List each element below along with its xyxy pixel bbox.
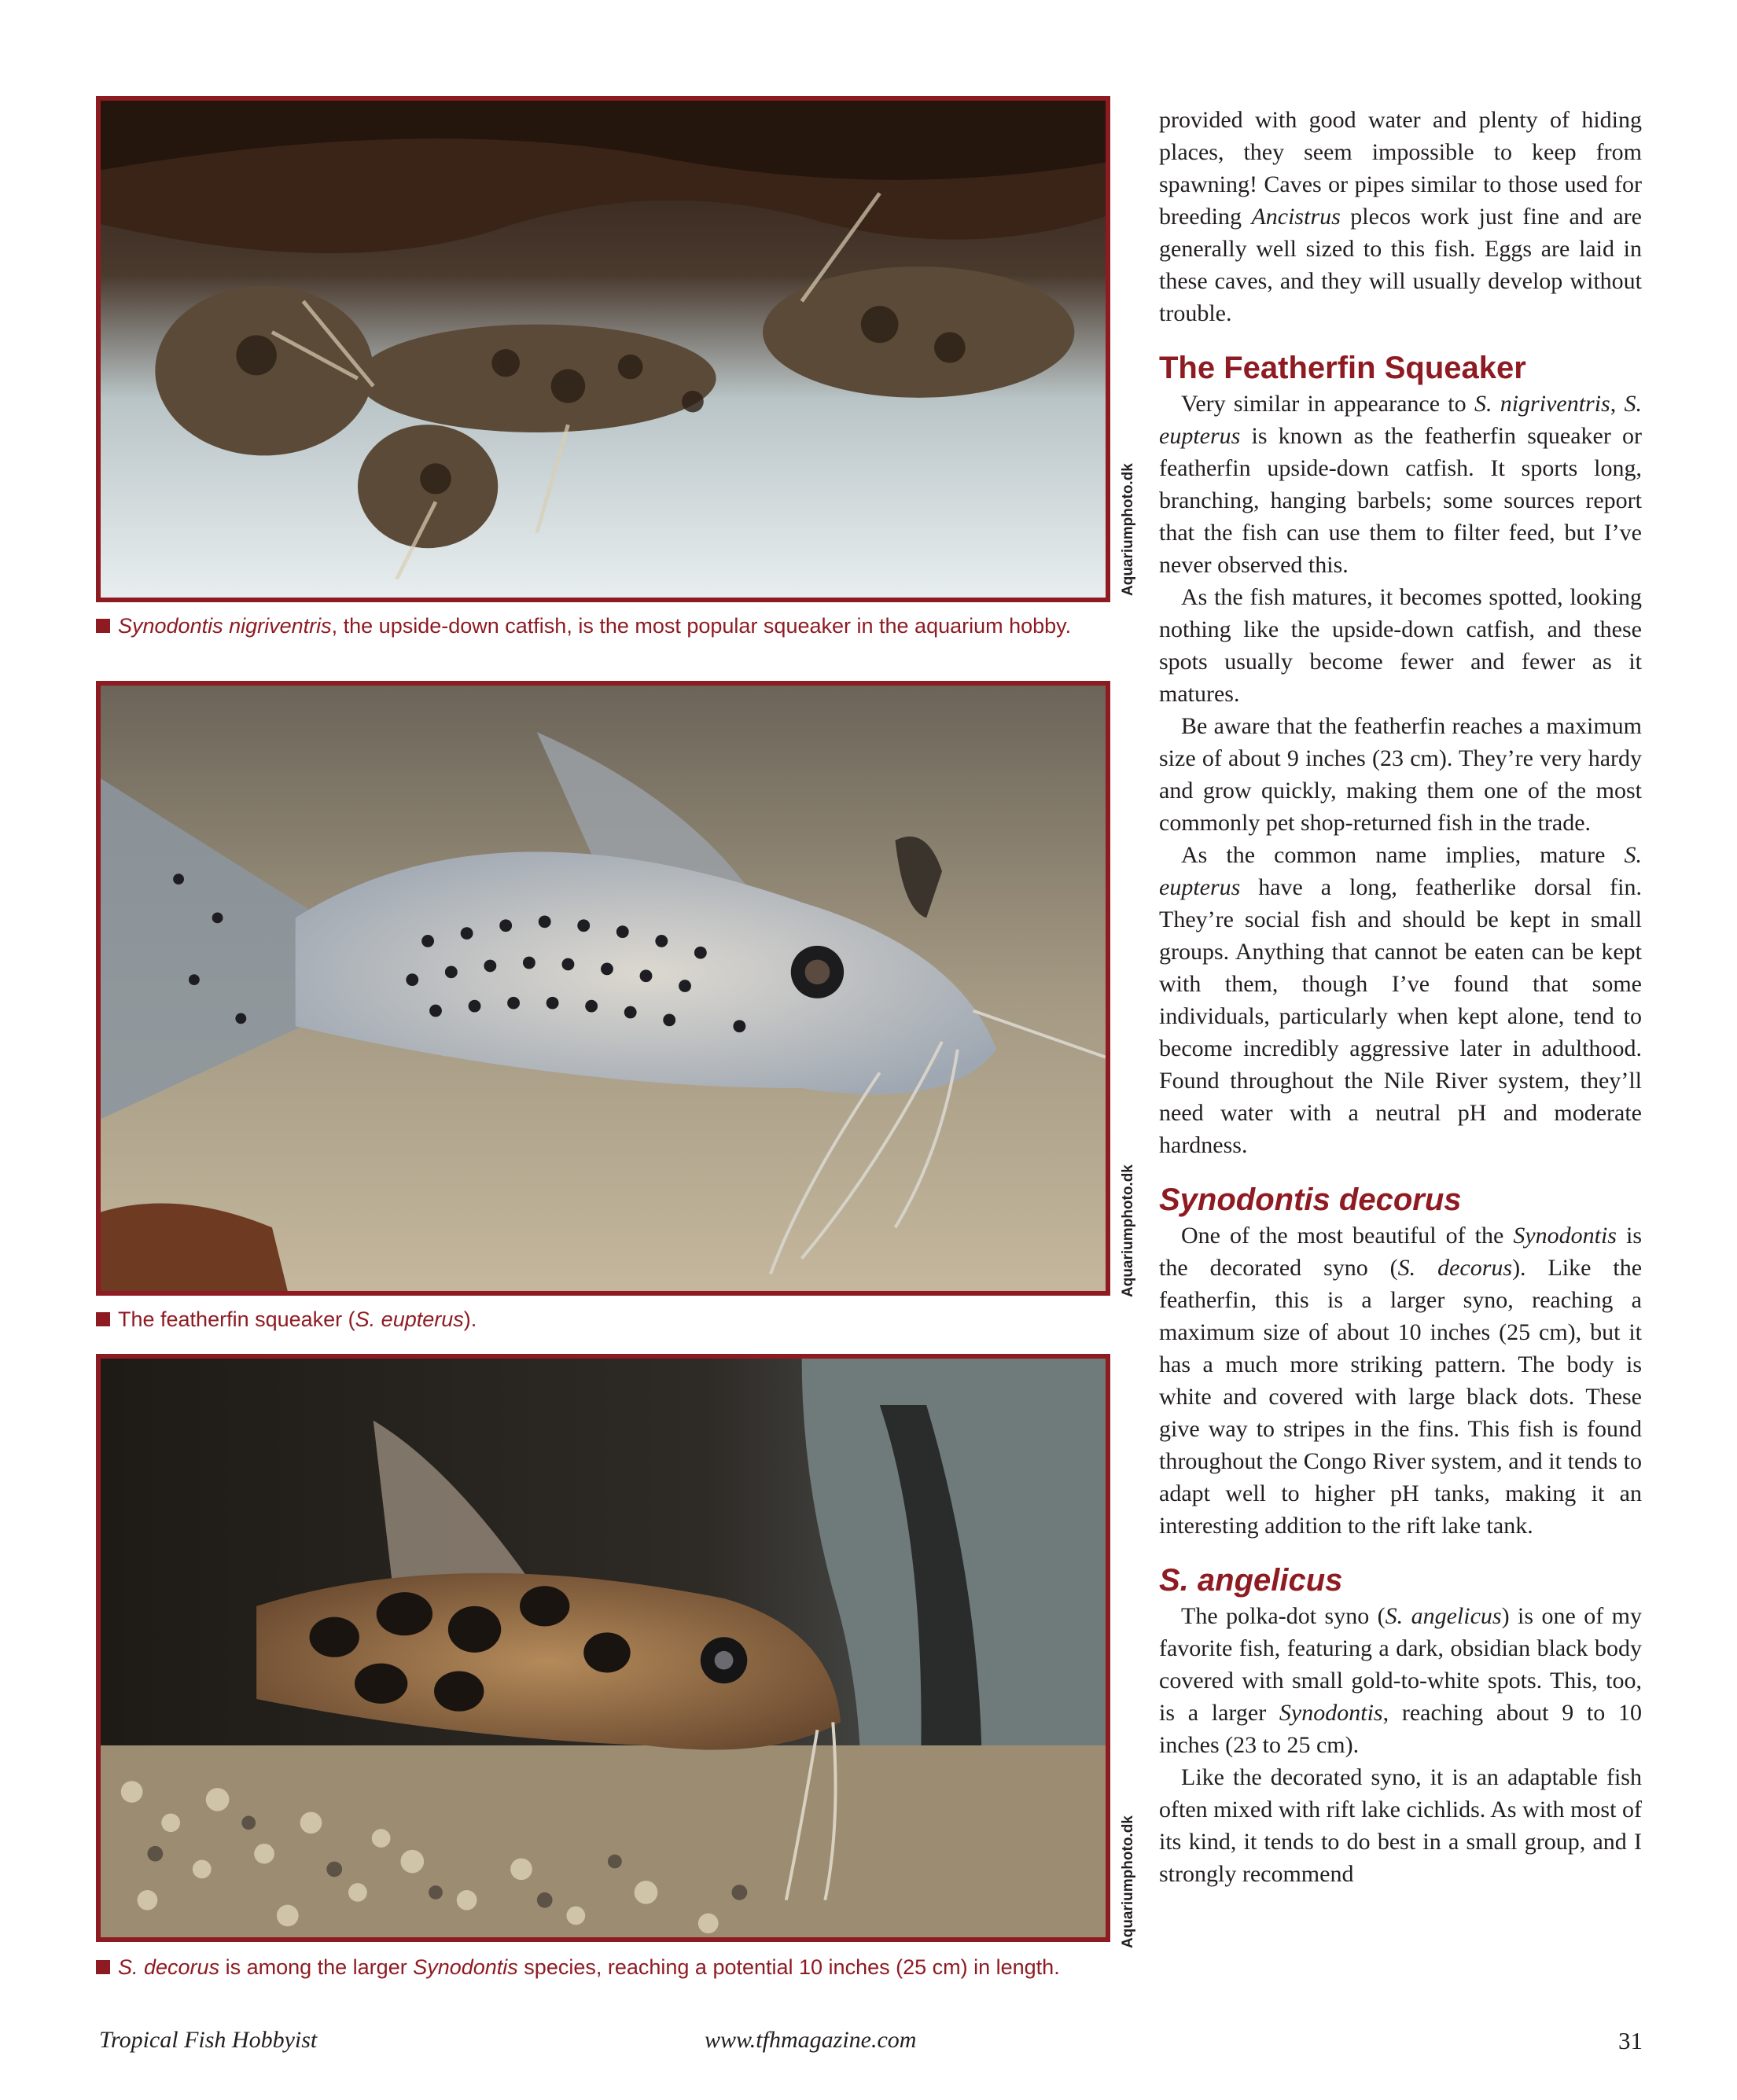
italic-text: S. nigriventris	[1474, 391, 1610, 417]
caption-bullet-icon	[96, 1960, 110, 1974]
photo-image	[101, 1359, 1106, 1937]
caption-text	[118, 1955, 1060, 1979]
caption-text	[118, 614, 1071, 638]
text-run: , reaching about 9 to 10 inches (23 to 25 cm).	[1159, 1700, 1642, 1758]
text-run: Like the decorated syno, it is an adaptable fish often mixed with rift lake cichlids. As with most of its kind, it tends to do best in a small group, and I strongly recommend	[1159, 1764, 1642, 1887]
text-run: have a long, featherlike dorsal fin. They’re social fish and should be kept in small groups. Anything that cannot be eaten can be kept with them, though I’ve found that some individuals, particularly when kept alone, tend to become incredibly aggressive later in adulthood. Found throughout the Nile River system, they’ll need water with a neutral pH and moderate hardness.	[1159, 874, 1642, 1158]
article-column	[1159, 104, 1642, 1890]
body-paragraph	[1159, 1600, 1642, 1761]
body-paragraph	[1159, 1219, 1642, 1542]
caption-bullet-icon	[96, 619, 110, 633]
italic-text: S. eupterus	[1159, 391, 1642, 449]
text-run: One of the most beautiful of the	[1181, 1223, 1514, 1249]
text-run: plecos work just fine and are generally well sized to this fish. Eggs are laid in these caves, and they will usually develop without trouble.	[1159, 204, 1642, 326]
photo-credit: Aquariumphoto.dk	[1120, 463, 1136, 596]
italic-text: Synodontis	[1513, 1223, 1617, 1249]
body-paragraph	[1159, 581, 1642, 710]
photo-caption	[96, 1307, 1110, 1332]
caption-bullet-icon	[96, 1312, 110, 1326]
photo-synodontis-decorus	[96, 1354, 1110, 1942]
text-run: , the upside-down catfish, is the most popular squeaker in the aquarium hobby.	[331, 614, 1072, 638]
body-paragraph	[1159, 710, 1642, 839]
italic-text: Synodontis nigriventris	[118, 614, 332, 638]
text-run: The polka-dot syno (	[1181, 1603, 1386, 1629]
italic-text: S. decorus	[118, 1955, 220, 1979]
italic-text: Synodontis	[1279, 1700, 1383, 1726]
text-run: Be aware that the featherfin reaches a maximum size of about 9 inches (23 cm). They’re very hardy and grow quickly, making them one of the most commonly pet shop-returned fish in the trade.	[1159, 713, 1642, 836]
body-paragraph	[1159, 839, 1642, 1161]
photo-credit: Aquariumphoto.dk	[1120, 1815, 1136, 1948]
photo-credit: Aquariumphoto.dk	[1120, 1164, 1136, 1297]
body-paragraph	[1159, 388, 1642, 581]
text-run: Very similar in appearance to	[1181, 391, 1474, 417]
text-run: species, reaching a potential 10 inches (25 cm) in length.	[517, 1955, 1060, 1979]
italic-text: S. angelicus	[1385, 1603, 1502, 1629]
text-run: ). Like the featherfin, this is a larger syno, reaching a maximum size of about 10 inches (25 cm), but it has a much more striking pattern. The body is white and covered with large black dots. These give way to stripes in the fins. This fish is found throughout the Congo River system, and it tends to adapt well to higher pH tanks, making it an interesting addition to the rift lake tank.	[1159, 1255, 1643, 1539]
photo-image	[101, 686, 1106, 1291]
body-paragraph	[1159, 1761, 1642, 1890]
italic-text: Synodontis	[413, 1955, 518, 1979]
section-heading: S. angelicus	[1159, 1563, 1343, 1598]
text-run: ,	[1610, 391, 1625, 417]
italic-text: S. eupterus	[1159, 842, 1642, 900]
italic-text: Ancistrus	[1251, 204, 1341, 230]
body-paragraph	[1159, 104, 1642, 329]
caption-text	[118, 1307, 477, 1331]
italic-text: S. eupterus	[355, 1307, 464, 1331]
text-run: The featherfin squeaker (	[118, 1307, 355, 1331]
footer-website: www.tfhmagazine.com	[705, 2027, 917, 2053]
text-run: ).	[463, 1307, 477, 1331]
page-number: 31	[1618, 2027, 1643, 2054]
text-run: ) is one of my favorite fish, featuring a dark, obsidian black body covered with small gold-to-white spots. This, too, is a larger	[1159, 1603, 1643, 1726]
section-heading: The Featherfin Squeaker	[1159, 351, 1526, 385]
text-run: is among the larger	[219, 1955, 414, 1979]
photo-featherfin-squeaker	[96, 681, 1110, 1296]
text-run: provided with good water and plenty of hiding places, they seem impossible to keep from spawning! Caves or pipes similar to those used for breeding	[1159, 107, 1642, 230]
text-run: As the common name implies, mature	[1181, 842, 1625, 868]
photo-caption	[96, 1955, 1110, 1980]
footer-magazine-name: Tropical Fish Hobbyist	[99, 2027, 318, 2053]
text-run: As the fish matures, it becomes spotted, looking nothing like the upside-down catfish, and these spots usually become fewer and fewer as it matures.	[1159, 584, 1642, 707]
text-run: is the decorated syno (	[1159, 1223, 1643, 1281]
photo-caption	[96, 613, 1110, 638]
section-heading: Synodontis decorus	[1159, 1182, 1462, 1217]
photo-image	[101, 101, 1106, 598]
italic-text: S. decorus	[1397, 1255, 1513, 1281]
text-run: is known as the featherfin squeaker or featherfin upside-down catfish. It sports long, branching, hanging barbels; some sources report that the fish can use them to filter feed, but I’ve never observed this.	[1159, 423, 1642, 578]
photo-upside-down-catfish	[96, 96, 1110, 602]
